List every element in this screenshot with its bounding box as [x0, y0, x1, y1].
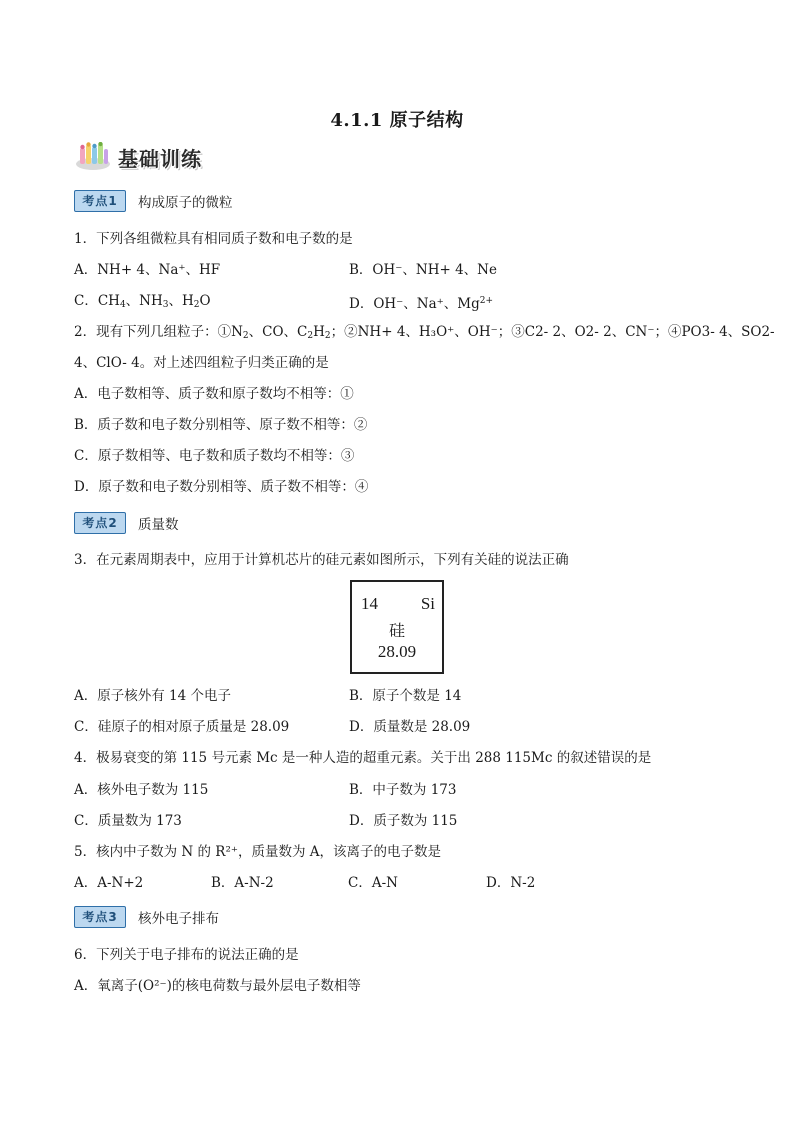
question-1-option-b: B．OH⁻、NH+ 4、Ne — [349, 262, 497, 278]
atomic-mass: 28.09 — [377, 642, 417, 661]
question-4-stem: 4．极易衰变的第 115 号元素 Mc 是一种人造的超重元素。关于出 288 115Mc 的叙述错误的是 — [74, 750, 652, 766]
banner-text: 基础训练 — [118, 146, 202, 171]
question-5-option-a: A．A-N+2 — [74, 875, 144, 891]
keypoint-1 — [74, 190, 233, 212]
question-3-option-c: C．硅原子的相对原子质量是 28.09 — [74, 719, 290, 735]
question-1-option-d: D．OH⁻、Na⁺、$Mg^{2+}$ — [349, 296, 494, 312]
element-name: 硅 — [388, 621, 405, 640]
question-6-option-a: A．氧离子(O²⁻)的核电荷数与最外层电子数相等 — [74, 978, 361, 994]
question-1-option-c: C．$CH_4$、$NH_3$、$H_2O$ — [74, 293, 211, 310]
question-2-option-c: C．原子数相等、电子数和质子数均不相等：③ — [74, 448, 355, 464]
page-title: 4.1.1 原子结构 — [330, 110, 464, 131]
question-4-option-d: D．质子数为 115 — [349, 813, 458, 829]
question-5-stem: 5．核内中子数为 N 的 R²⁺，质量数为 A，该离子的电子数是 — [74, 844, 442, 860]
keypoint-3 — [74, 906, 219, 928]
keypoint-title: 核外电子排布 — [138, 911, 219, 927]
question-4-option-b: B．中子数为 173 — [349, 782, 457, 798]
question-6-stem: 6．下列关于电子排布的说法正确的是 — [74, 947, 299, 963]
question-5-options — [74, 874, 634, 892]
keypoint-2 — [74, 512, 179, 534]
question-3-option-d: D．质量数是 28.09 — [349, 719, 471, 735]
question-4-option-c: C．质量数为 173 — [74, 813, 182, 829]
question-1-stem: 1．下列各组微粒具有相同质子数和电子数的是 — [74, 231, 353, 247]
question-2-stem-line-2: 4、ClO- 4。对上述四组粒子归类正确的是 — [74, 355, 329, 371]
pencils-icon — [74, 142, 112, 172]
keypoint-title: 构成原子的微粒 — [138, 195, 233, 211]
question-2-option-a: A．电子数相等、质子数和原子数均不相等：① — [74, 386, 354, 402]
question-5-option-d: D．N-2 — [486, 875, 536, 891]
question-4-option-a: A．核外电子数为 115 — [74, 782, 209, 798]
question-3-stem: 3．在元素周期表中，应用于计算机芯片的硅元素如图所示，下列有关硅的说法正确 — [74, 552, 569, 568]
silicon-element-card — [350, 580, 444, 674]
question-2-option-b: B．质子数和电子数分别相等、原子数不相等：② — [74, 417, 368, 433]
keypoint-badge: 考点2 — [74, 512, 126, 534]
keypoint-title: 质量数 — [138, 517, 179, 533]
question-3-option-a: A．原子核外有 14 个电子 — [74, 688, 232, 704]
keypoint-badge: 考点1 — [74, 190, 126, 212]
question-1-option-a: A．NH+ 4、Na⁺、HF — [74, 262, 221, 278]
question-2-option-d: D．原子数和电子数分别相等、质子数不相等：④ — [74, 479, 369, 495]
element-symbol: Si — [420, 594, 435, 613]
question-2-stem-line-1: 2．现有下列几组粒子：$①N_2$、CO、$C_2H_2$；②NH+ 4、H₃O⁺、OH⁻；③C2- 2、O2- 2、CN⁻；④PO3- 4、SO2- — [74, 324, 775, 341]
question-5-option-b: B．A-N-2 — [211, 875, 274, 891]
question-5-option-c: C．A-N — [348, 875, 398, 891]
keypoint-badge: 考点3 — [74, 906, 126, 928]
atomic-number: 14 — [361, 594, 378, 613]
section-banner — [74, 142, 202, 172]
question-3-option-b: B．原子个数是 14 — [349, 688, 462, 704]
